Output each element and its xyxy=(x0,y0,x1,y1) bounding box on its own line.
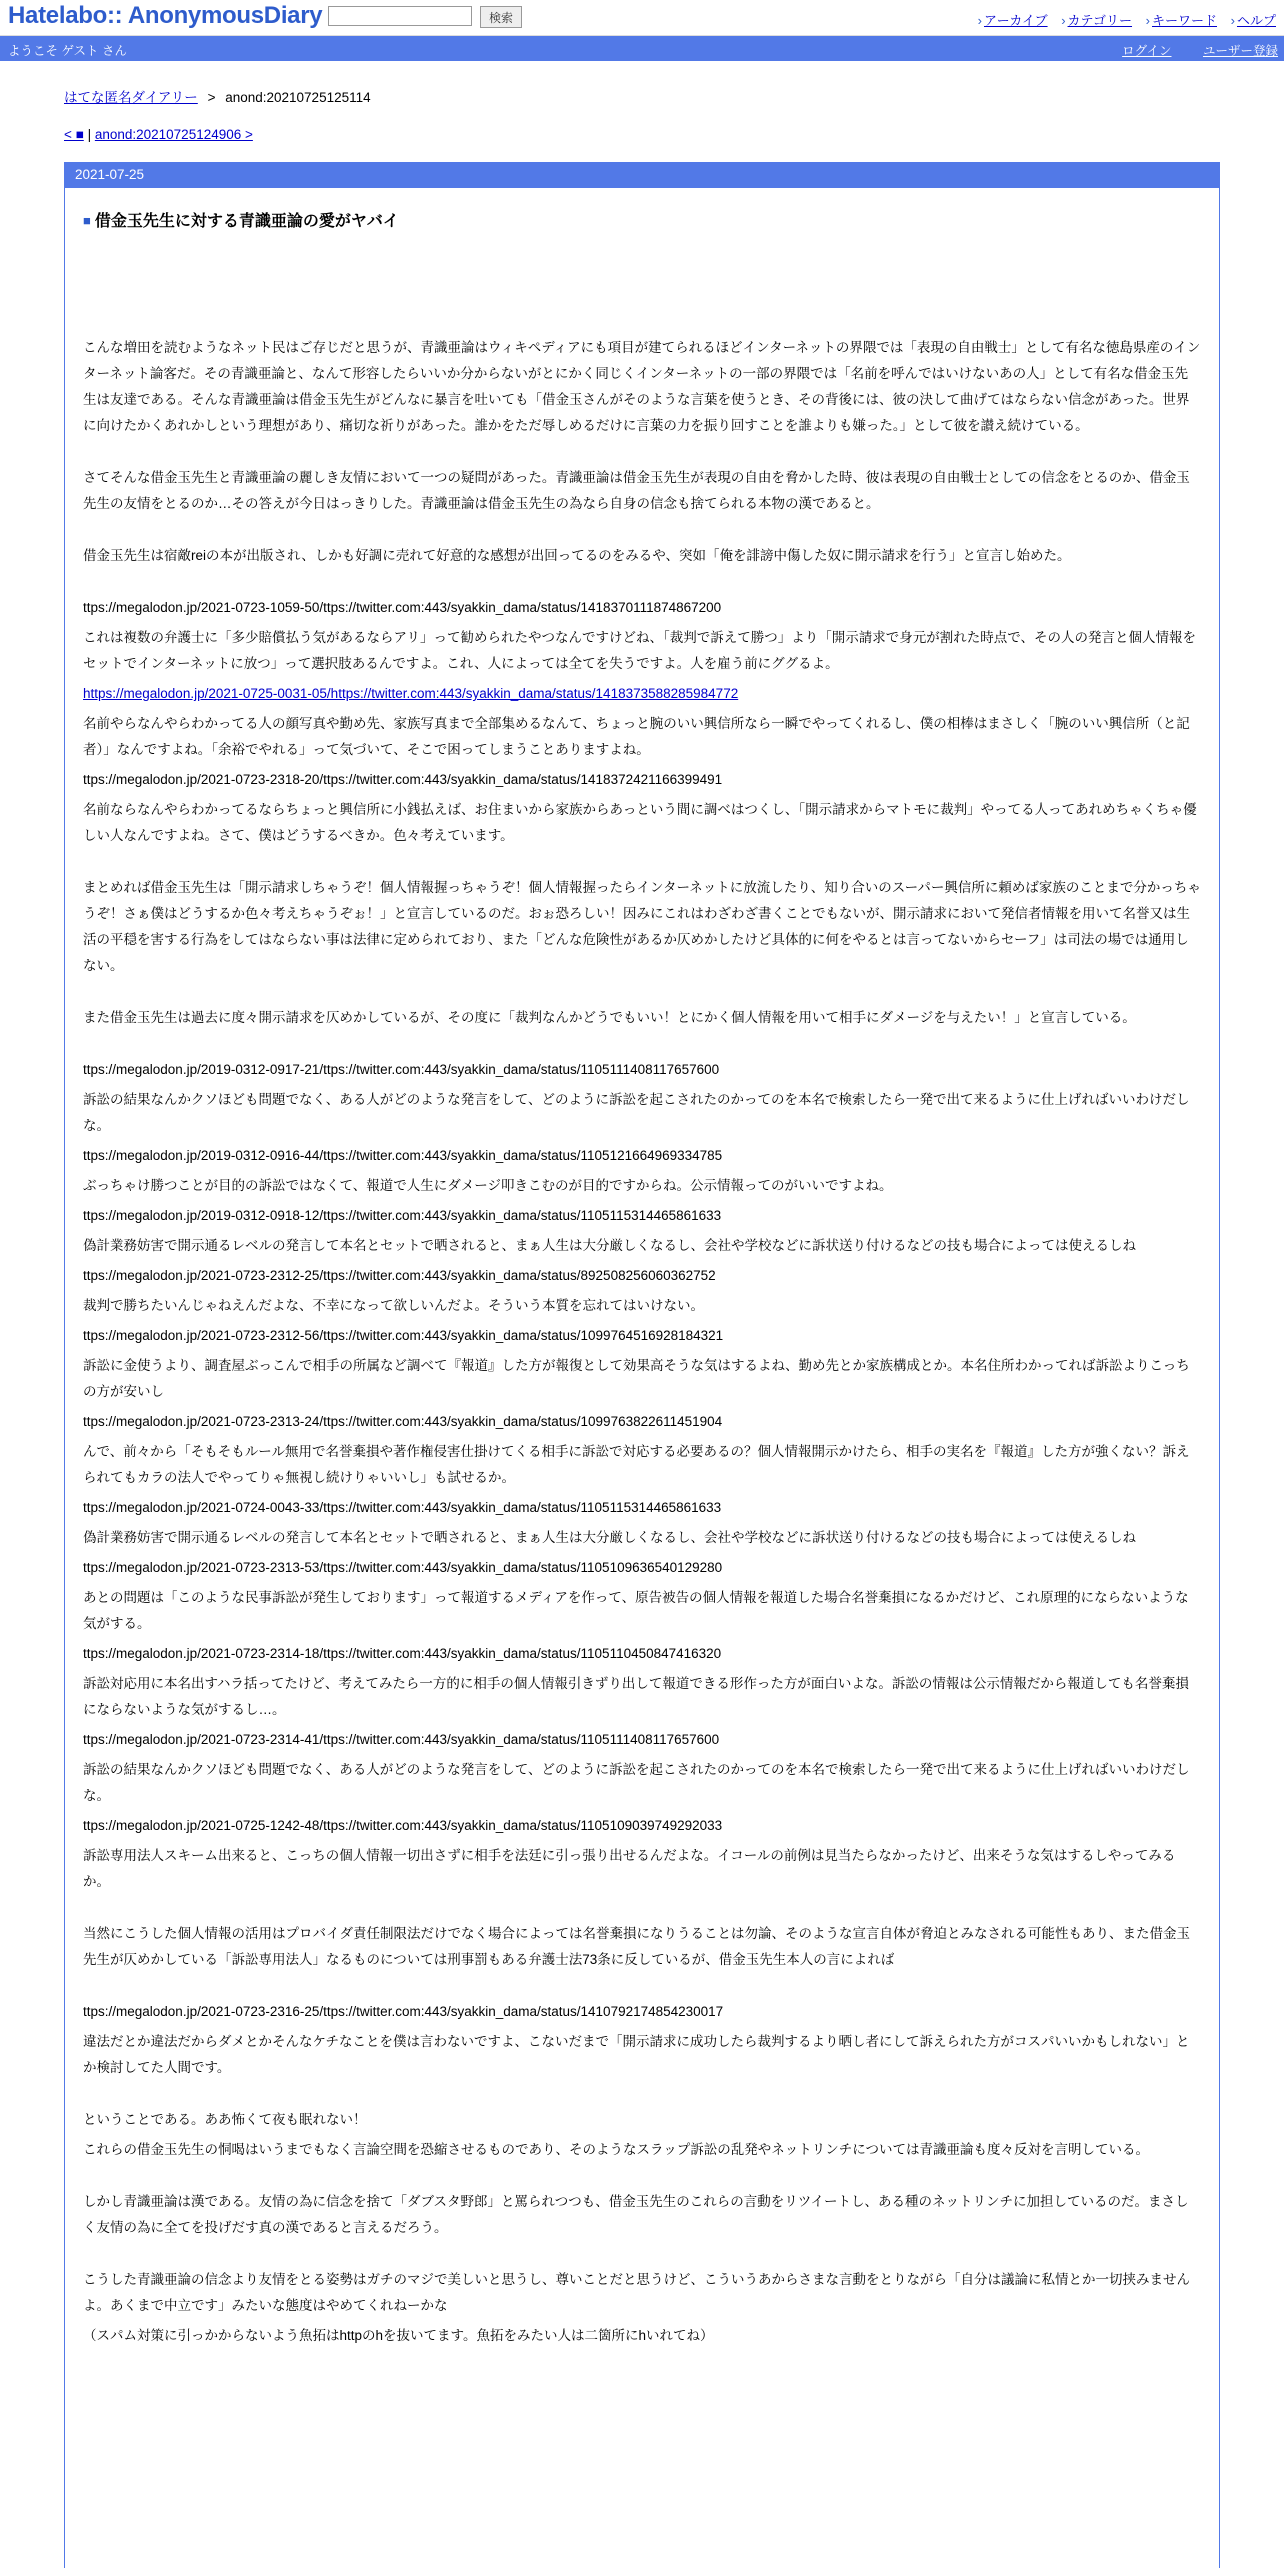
archive-url-text: ttps://megalodon.jp/2021-0723-2314-41/ttps://twitter.com:443/syakkin_dama/status/1105111408117657600 xyxy=(83,1732,720,1747)
body-paragraph: 名前やらなんやらわかってる人の顔写真や勤め先、家族写真まで全部集めるなんて、ちょっと腕のいい興信所なら一瞬でやってくれるし、僕の相棒はまさしく「腕のいい興信所（と記者）」なんですよね。「余裕でやれる」って気づいて、そこで困ってしまうことありますよね。 xyxy=(83,716,1190,757)
body-paragraph: 当然にこうした個人情報の活用はプロバイダ責任制限法だけでなく場合によっては名誉棄損になりうることは勿論、そのような宣言自体が脅迫とみなされる可能性もあり、また借金玉先生が仄めかしている「訴訟専用法人」なるものについては刑事罰もある弁護士法73条に反しているが、借金玉先生本人の言によれば xyxy=(83,1926,1190,1967)
nav-archive[interactable]: › アーカイブ xyxy=(978,13,1048,28)
archive-url-text: ttps://megalodon.jp/2021-0723-1059-50/ttps://twitter.com:443/syakkin_dama/status/1418370111874867200 xyxy=(83,600,722,615)
archive-url-text: ttps://megalodon.jp/2021-0723-2318-20/ttps://twitter.com:443/syakkin_dama/status/1418372421166399491 xyxy=(83,772,723,787)
body-paragraph: 名前ならなんやらわかってるならちょっと興信所に小銭払えば、お住まいから家族からあっという間に調べはつくし、「開示請求からマトモに裁判」やってる人ってあれめちゃくちゃ優しい人なんですよね。さて、僕はどうするべきか。色々考えています。 xyxy=(83,802,1197,843)
site-header xyxy=(0,0,1284,36)
breadcrumb-current: anond:20210725125114 xyxy=(225,90,371,105)
register-link[interactable]: ユーザー登録 xyxy=(1202,44,1278,58)
body-paragraph: 偽計業務妨害で開示通るレベルの発言して本名とセットで晒されると、まぁ人生は大分厳しくなるし、会社や学校などに訴状送り付けるなどの技も場合によっては使えるしね xyxy=(83,1530,1136,1545)
body-paragraph: ということである。ああ怖くて夜も眠れない！ xyxy=(83,2112,367,2127)
archive-url-text: ttps://megalodon.jp/2021-0723-2312-56/ttps://twitter.com:443/syakkin_dama/status/1099764516928184321 xyxy=(83,1328,724,1343)
breadcrumb xyxy=(64,86,371,106)
nav-category[interactable]: › カテゴリー xyxy=(1061,13,1132,28)
archive-url-text: ttps://megalodon.jp/2021-0723-2313-24/ttps://twitter.com:443/syakkin_dama/status/1099763822611451904 xyxy=(83,1414,723,1429)
welcome-bar xyxy=(0,36,1284,61)
welcome-text: ようこそ ゲスト さん xyxy=(8,44,127,58)
archive-url-text: ttps://megalodon.jp/2021-0723-2314-18/ttps://twitter.com:443/syakkin_dama/status/1105110450847416320 xyxy=(83,1646,722,1661)
entry-permalink[interactable]: ■ xyxy=(83,213,91,228)
breadcrumb-home[interactable]: はてな匿名ダイアリー xyxy=(64,90,198,105)
body-paragraph: あとの問題は「このような民事訴訟が発生しております」って報道するメディアを作って、原告被告の個人情報を報道した場合名誉棄損になるかだけど、これ原理的にならないような気がする。 xyxy=(83,1590,1189,1631)
archive-url-text: ttps://megalodon.jp/2019-0312-0916-44/ttps://twitter.com:443/syakkin_dama/status/1105121664969334785 xyxy=(83,1148,723,1163)
body-paragraph: さてそんな借金玉先生と青識亜論の麗しき友情において一つの疑問があった。青識亜論は借金玉先生が表現の自由を脅かした時、彼は表現の自由戦士としての信念をとるのか、借金玉先生の友情をとるのか…その答えが今日はっきりした。青識亜論は借金玉先生の為なら自身の信念も捨てられる本物の漢であると。 xyxy=(83,470,1190,511)
top-nav xyxy=(968,10,1276,29)
user-links xyxy=(1094,41,1278,59)
body-paragraph: しかし青識亜論は漢である。友情の為に信念を捨て「ダブスタ野郎」と罵られつつも、借金玉先生のこれらの言動をリツイートし、ある種のネットリンチに加担しているのだ。まさしく友情の為に全てを投げだす真の漢であると言えるだろう。 xyxy=(83,2194,1189,2235)
archive-url-text: ttps://megalodon.jp/2019-0312-0917-21/ttps://twitter.com:443/syakkin_dama/status/1105111408117657600 xyxy=(83,1062,720,1077)
prev-entry-link[interactable]: < ■ xyxy=(64,127,84,142)
breadcrumb-separator: > xyxy=(207,90,216,105)
archive-url-text: ttps://megalodon.jp/2021-0724-0043-33/ttps://twitter.com:443/syakkin_dama/status/1105115314465861633 xyxy=(83,1500,722,1515)
login-link[interactable]: ログイン xyxy=(1122,44,1172,58)
entry-title xyxy=(83,208,1201,231)
body-paragraph: 借金玉先生は宿敵reiの本が出版され、しかも好調に売れて好意的な感想が出回ってるのをみるや、突如「俺を誹謗中傷した奴に開示請求を行う」と宣言し始めた。 xyxy=(83,548,1071,563)
search-button[interactable]: 検索 xyxy=(480,6,522,28)
diary-day xyxy=(64,162,1220,2568)
body-paragraph: 訴訟専用法人スキーム出来ると、こっちの個人情報一切出さずに相手を法廷に引っ張り出せるんだよな。イコールの前例は見当たらなかったけど、出来そうな気はするしやってみるか。 xyxy=(83,1848,1176,1889)
body-paragraph: 違法だとか違法だからダメとかそんなケチなことを僕は言わないですよ、こないだまで「開示請求に成功したら裁判するより晒し者にして訴えられた方がコスパいいかもしれない」とか検討してた人間です。 xyxy=(83,2034,1190,2075)
next-entry-link[interactable]: anond:20210725124906 > xyxy=(94,127,253,142)
pager xyxy=(64,127,253,142)
entry-section xyxy=(65,208,1219,2349)
search-input[interactable] xyxy=(328,6,472,26)
body-paragraph: んで、前々から「そもそもルール無用で名誉棄損や著作権侵害仕掛けてくる相手に訴訟で対応する必要あるの？個人情報開示かけたら、相手の実名を『報道』した方が強くない？訴えられてもカラの法人でやってりゃ無視し続けりゃいいし」も試せるか。 xyxy=(83,1444,1190,1485)
body-paragraph: 訴訟の結果なんかクソほども問題でなく、ある人がどのような発言をして、どのように訴訟を起こされたのかってのを本名で検索したら一発で出て来るように仕上げればいいわけだしな。 xyxy=(83,1762,1190,1803)
archive-url-text: ttps://megalodon.jp/2021-0723-2316-25/ttps://twitter.com:443/syakkin_dama/status/1410792174854230017 xyxy=(83,2004,724,2019)
entry-title-text: 借金玉先生に対する青識亜論の愛がヤバイ xyxy=(94,213,399,230)
entry-body xyxy=(83,335,1201,2349)
body-paragraph: 訴訟の結果なんかクソほども問題でなく、ある人がどのような発言をして、どのように訴訟を起こされたのかってのを本名で検索したら一発で出て来るように仕上げればいいわけだしな。 xyxy=(83,1092,1190,1133)
link-paragraph xyxy=(83,681,1201,707)
site-logo[interactable]: Hatelabo:: AnonymousDiary xyxy=(8,2,323,29)
body-paragraph: こうした青識亜論の信念より友情をとる姿勢はガチのマジで美しいと思うし、尊いことだと思うけど、こういうあからさまな言動をとりながら「自分は議論に私情とか一切挟みませんよ。あくまで中立です」みたいな態度はやめてくれねーかな xyxy=(83,2272,1190,2313)
body-paragraph: これは複数の弁護士に「多少賠償払う気があるならアリ」って勧められたやつなんですけどね、「裁判で訴えて勝つ」より「開示請求で身元が割れた時点で、その人の発言と個人情報をセットでインターネットに放つ」って選択肢あるんですよ。これ、人によっては全てを失うですよ。人を雇う前にググるよ。 xyxy=(83,630,1196,671)
archive-url-text: ttps://megalodon.jp/2021-0725-1242-48/ttps://twitter.com:443/syakkin_dama/status/1105109039749292033 xyxy=(83,1818,723,1833)
nav-keyword[interactable]: › キーワード xyxy=(1146,13,1217,28)
body-paragraph: また借金玉先生は過去に度々開示請求を仄めかしているが、その度に「裁判なんかどうでもいい！とにかく個人情報を用いて相手にダメージを与えたい！」と宣言している。 xyxy=(83,1010,1136,1025)
archive-url-text: ttps://megalodon.jp/2021-0723-2312-25/ttps://twitter.com:443/syakkin_dama/status/892508256060362752 xyxy=(83,1268,716,1283)
archive-url-text: ttps://megalodon.jp/2021-0723-2313-53/ttps://twitter.com:443/syakkin_dama/status/1105109636540129280 xyxy=(83,1560,723,1575)
archive-url-text: ttps://megalodon.jp/2019-0312-0918-12/ttps://twitter.com:443/syakkin_dama/status/1105115314465861633 xyxy=(83,1208,722,1223)
pager-separator: | xyxy=(87,127,92,142)
body-paragraph: （スパム対策に引っかからないよう魚拓はhttpのhを抜いてます。魚拓をみたい人は二箇所にhいれてね） xyxy=(83,2328,714,2343)
body-paragraph: 裁判で勝ちたいんじゃねえんだよな、不幸になって欲しいんだよ。そういう本質を忘れてはいけない。 xyxy=(83,1298,704,1313)
nav-help[interactable]: › ヘルプ xyxy=(1231,13,1276,28)
body-paragraph: これらの借金玉先生の恫喝はいうまでもなく言論空間を恐縮させるものであり、そのようなスラップ訴訟の乱発やネットリンチについては青識亜論も度々反対を言明している。 xyxy=(83,2142,1149,2157)
day-date: 2021-07-25 xyxy=(65,163,1219,188)
body-paragraph: 偽計業務妨害で開示通るレベルの発言して本名とセットで晒されると、まぁ人生は大分厳しくなるし、会社や学校などに訴状送り付けるなどの技も場合によっては使えるしね xyxy=(83,1238,1136,1253)
body-paragraph: こんな増田を読むようなネット民はご存じだと思うが、青識亜論はウィキペディアにも項目が建てられるほどインターネットの界隈では「表現の自由戦士」として有名な徳島県産のインターネット論客だ。その青識亜論と、なんて形容したらいいか分からないがとにかく同じくインターネットの一部の界隈では「名前を呼んではいけないあの人」として有名な借金玉先生は友達である。そんな青識亜論は借金玉先生がどんなに暴言を吐いても「借金玉さんがそのような言葉を使うとき、その背後には、彼の決して曲げてはならない信念があった。世界に向けたかくあれかしという理想があり、痛切な祈りがあった。誰かをただ辱しめるだけに言葉の力を振り回すことを誰よりも嫌った。」として彼を讃え続けている。 xyxy=(83,340,1201,433)
body-paragraph: 訴訟に金使うより、調査屋ぶっこんで相手の所属など調べて『報道』した方が報復として効果高そうな気はするよね、勤め先とか家族構成とか。本名住所わかってれば訴訟よりこっちの方が安いし xyxy=(83,1358,1190,1399)
body-paragraph: まとめれば借金玉先生は「開示請求しちゃうぞ！個人情報握っちゃうぞ！個人情報握ったらインターネットに放流したり、知り合いのスーパー興信所に頼めば家族のことまで分かっちゃうぞ！さぁ僕はどうするか色々考えちゃうぞぉ！」と宣言しているのだ。おぉ恐ろしい！因みにこれはわざわざ書くことでもないが、開示請求において発信者情報を用いて名誉又は生活の平穏を害する行為をしてはならない事は法律に定められており、また「どんな危険性があるか仄めかしたけど具体的に何をやるとは言ってないからセーフ」は司法の場では通用しない。 xyxy=(83,880,1201,973)
body-paragraph: ぶっちゃけ勝つことが目的の訴訟ではなくて、報道で人生にダメージ叩きこむのが目的ですからね。公示情報ってのがいいですよね。 xyxy=(83,1178,893,1193)
body-paragraph: 訴訟対応用に本名出すハラ括ってたけど、考えてみたら一方的に相手の個人情報引きずり出して報道できる形作った方が面白いよな。訴訟の情報は公示情報だから報道しても名誉棄損にならないような気がするし…。 xyxy=(83,1676,1189,1717)
archive-link[interactable]: https://megalodon.jp/2021-0725-0031-05/https://twitter.com:443/syakkin_dama/status/1418373588285984772 xyxy=(83,686,739,701)
